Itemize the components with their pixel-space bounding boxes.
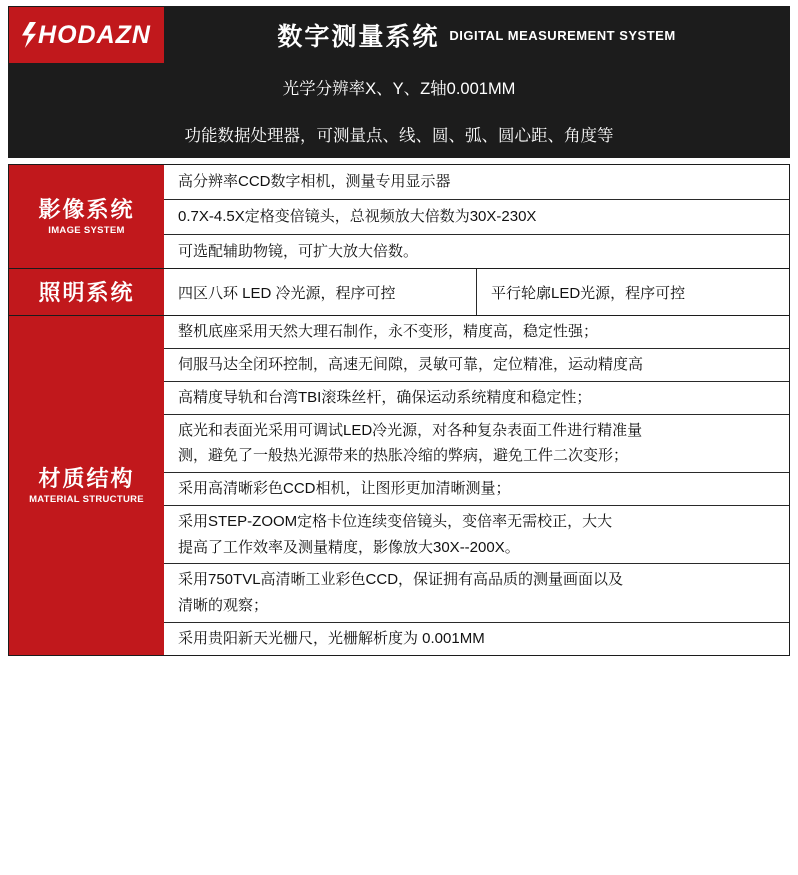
table-row: 高精度导轨和台湾TBI滚珠丝杆，确保运动系统精度和稳定性； (164, 382, 789, 415)
section-body-lighting-system (164, 269, 789, 315)
table-row: 采用高清晰彩色CCD相机，让图形更加清晰测量； (164, 473, 789, 506)
table-row: 可选配辅助物镜，可扩大放大倍数。 (178, 242, 419, 260)
brand-logo-cell (9, 7, 164, 63)
table-row: 测，避免了一般热光源带来的热胀冷缩的弊病，避免工件二次变形； (164, 443, 789, 473)
section-label-en: MATERIAL STRUCTURE (29, 494, 144, 506)
section-label-cn: 影像系统 (38, 196, 135, 222)
brand-logo (22, 21, 151, 50)
table-row: 高分辨率CCD数字相机，测量专用显示器 (164, 165, 789, 200)
table-row: 0.7X-4.5X定格变倍镜头，总视频放大倍数为30X-230X (164, 200, 789, 235)
section-label-material-structure (9, 316, 164, 654)
table-row: 底光和表面光采用可调试LED冷光源，对各种复杂表面工件进行精准量 (178, 421, 643, 439)
spec-row-resolution: 光学分辨率X、Y、Z轴0.001MM (8, 64, 790, 111)
section-image-system (8, 164, 790, 269)
table-row: 采用贵阳新天光栅尺，光栅解析度为 0.001MM (178, 629, 485, 647)
section-lighting-system (8, 269, 790, 316)
section-label-image-system (9, 165, 164, 268)
brand-logo-text: HODAZN (38, 20, 151, 49)
section-body-image-system (164, 165, 789, 268)
page-subtitle: DIGITAL MEASUREMENT SYSTEM (449, 27, 676, 43)
table-row: 采用750TVL高清晰工业彩色CCD，保证拥有高品质的测量画面以及 (178, 571, 624, 589)
title-cell (164, 7, 789, 63)
table-row: 整机底座采用天然大理石制作，永不变形，精度高，稳定性强； (164, 316, 789, 349)
table-row: 采用STEP-ZOOM定格卡位连续变倍镜头，变倍率无需校正，大大 (178, 512, 613, 530)
lightning-bolt-icon (22, 22, 36, 48)
table-row: 伺服马达全闭环控制，高速无间隙，灵敏可靠，定位精准，运动精度高 (164, 349, 789, 382)
lighting-cell-contour: 平行轮廓LED光源，程序可控 (476, 269, 789, 315)
section-label-lighting-system (9, 269, 164, 315)
table-row: 清晰的观察； (164, 593, 789, 623)
lighting-cell-ring: 四区八环 LED 冷光源，程序可控 (178, 284, 396, 302)
section-label-cn: 材质结构 (38, 465, 135, 491)
page-title: 数字测量系统 (277, 23, 440, 51)
header (8, 6, 790, 64)
section-body-material-structure (164, 316, 789, 654)
table-row (164, 269, 789, 315)
section-label-cn: 照明系统 (38, 279, 135, 305)
section-label-en: IMAGE SYSTEM (48, 225, 125, 237)
section-material-structure (8, 316, 790, 655)
spec-row-processor: 功能数据处理器，可测量点、线、圆、弧、圆心距、角度等 (8, 111, 790, 158)
table-row: 提高了工作效率及测量精度，影像放大30X--200X。 (164, 535, 789, 565)
